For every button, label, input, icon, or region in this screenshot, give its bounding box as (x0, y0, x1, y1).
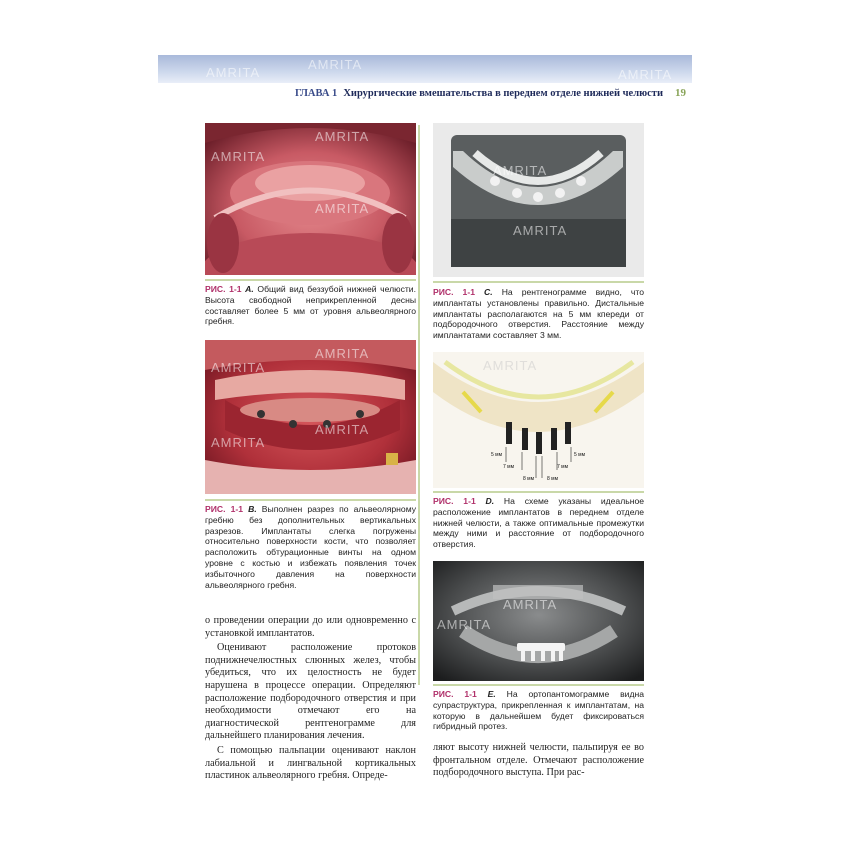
figure-letter: C. (484, 287, 493, 297)
watermark: AMRITA (315, 422, 370, 437)
figure-label: РИС. 1-1 (433, 287, 475, 297)
body-text-left (205, 615, 416, 783)
paragraph: ляют высоту нижней челюсти, пальпируя ее во фронтальном отделе. Отмечают расположение подбородочного выступа. При рас- (433, 742, 644, 779)
watermark: AMRITA (493, 163, 548, 178)
watermark: AMRITA (503, 597, 558, 612)
watermark: AMRITA (211, 149, 266, 164)
watermark: AMRITA (308, 57, 363, 72)
page-number: 19 (675, 87, 686, 99)
figure-e-caption (433, 689, 644, 732)
caption-text: На ортопантомограмме видна супраструктура, прикрепленная к имплантатам, на которую в дальнейшем будет фиксироваться гибридный протез. (433, 689, 644, 732)
figure-b-photo (205, 340, 416, 494)
figure-letter: B. (248, 504, 257, 514)
figure-a-caption (205, 284, 416, 327)
book-page (158, 55, 692, 815)
watermark: AMRITA (315, 129, 370, 144)
watermark: AMRITA (483, 358, 538, 373)
chapter-title: Хирургические вмешательства в переднем отделе нижней челюсти (343, 87, 663, 99)
figure-label: РИС. 1-1 (205, 284, 242, 294)
body-text-right (433, 742, 644, 780)
caption-rule (433, 491, 644, 493)
caption-rule (433, 281, 644, 283)
watermark: AMRITA (315, 201, 370, 216)
figure-c-photo (433, 123, 644, 277)
watermark: AMRITA (211, 435, 266, 450)
figure-letter: D. (485, 496, 495, 506)
watermark: AMRITA (437, 617, 492, 632)
watermark: AMRITA (211, 360, 266, 375)
figure-label: РИС. 1-1 (433, 689, 477, 699)
paragraph: о проведении операции до или одновременно с установкой имплантатов. (205, 615, 416, 639)
figure-letter: E. (487, 689, 496, 699)
watermark: AMRITA (315, 346, 370, 361)
diagram-label: 7 мм (503, 464, 515, 470)
caption-text: На схеме указаны идеальное расположение имплантатов в переднем отделе нижней челюсти, а также оптимальные промежутки между ними и расстояние от подбородочного отверстия. (433, 496, 645, 550)
figure-a-photo (205, 123, 416, 275)
chapter-label: ГЛАВА 1 (295, 87, 338, 99)
figure-c-caption (433, 287, 644, 341)
diagram-label: 8 мм (547, 476, 559, 482)
caption-text: Выполнен разрез по альвеолярному гребню без дополнительных вертикальных разрезов. Имплантаты слегка погружены относительно поверхности кости, что позволяет расположить обтурационные винты на одном уровне с костью и избежать появления точек избыточного давления на поверхности альвеолярного гребня. (205, 504, 417, 590)
column-divider (418, 125, 420, 685)
caption-text: Общий вид беззубой нижней челюсти. Высота свободной неприкрепленной десны составляет более 5 мм от уровня альвеолярного гребня. (205, 284, 416, 327)
caption-text: На рентгенограмме видно, что имплантаты установлены правильно. Дистальные имплантаты располагаются на 5 мм кпереди от подбородочного отверстия. Расстояние между имплантатами составляет 3 мм. (433, 287, 645, 341)
watermark: AMRITA (618, 67, 673, 82)
figure-b-caption (205, 504, 416, 590)
figure-d-diagram (433, 352, 644, 488)
caption-rule (205, 279, 416, 281)
diagram-label: 5 мм (491, 452, 503, 458)
watermark: AMRITA (513, 223, 568, 238)
figure-d-caption (433, 496, 644, 550)
paragraph: Оценивают расположение протоков поднижнечелюстных слюнных желез, чтобы убедиться, что их целостность не будет нарушена в процессе операции. Определяют расположение подбородочного отверстия и при необходимости отмечают его на диагностической рентгенограмме для дальнейшего планирования лечения. (205, 642, 416, 742)
figure-letter: A. (245, 284, 254, 294)
watermark: AMRITA (206, 65, 261, 80)
caption-rule (205, 499, 416, 501)
diagram-label: 7 мм (557, 464, 569, 470)
paragraph: С помощью пальпации оценивают наклон лабиальной и лингвальной кортикальных пластинок альвеолярного гребня. Опреде- (205, 744, 416, 782)
diagram-label: 5 мм (574, 452, 586, 458)
figure-label: РИС. 1-1 (205, 504, 244, 514)
figure-label: РИС. 1-1 (433, 496, 476, 506)
header-band (158, 55, 692, 83)
figure-e-photo (433, 561, 644, 681)
running-header (158, 83, 692, 103)
caption-rule (433, 684, 644, 686)
diagram-label: 8 мм (523, 476, 535, 482)
